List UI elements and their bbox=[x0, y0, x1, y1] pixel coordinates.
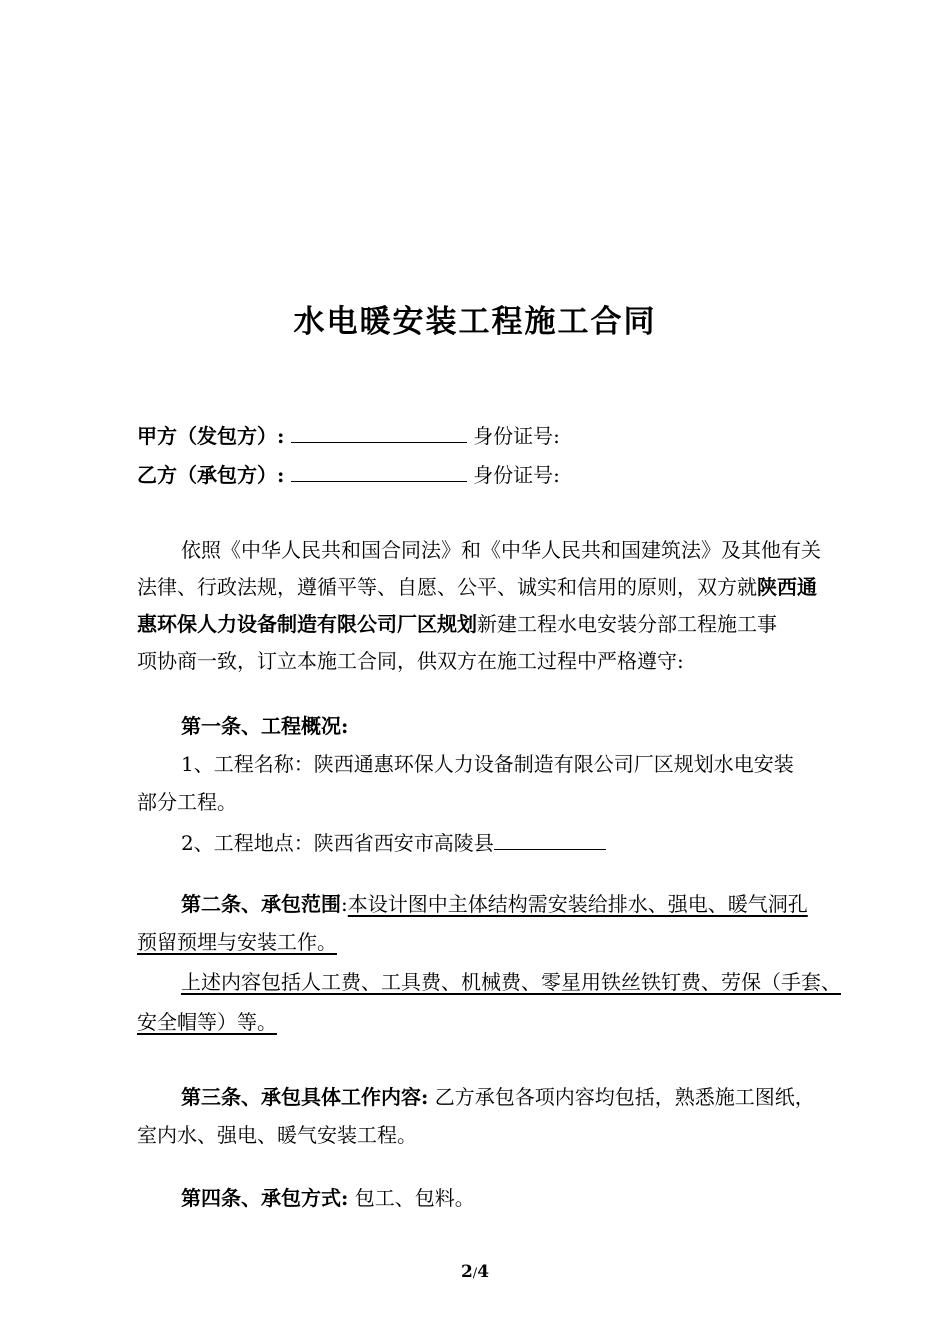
intro-line-1: 依照《中华人民共和国合同法》和《中华人民共和国建筑法》及其他有关 bbox=[181, 538, 821, 562]
article-2-line-2: 预留预埋与安装工作。 bbox=[137, 930, 337, 954]
article-2-scope-text: 本设计图中主体结构需安装给排水、强电、暖气洞孔 bbox=[347, 892, 808, 916]
party-a-id-label: 身份证号: bbox=[473, 424, 560, 448]
party-a-row bbox=[137, 422, 560, 448]
article-1-item-1-line-1: 1、工程名称：陕西通惠环保人力设备制造有限公司厂区规划水电安装 bbox=[181, 752, 794, 776]
page-separator: / bbox=[472, 1266, 478, 1281]
article-1-heading: 第一条、工程概况: bbox=[181, 714, 349, 738]
intro-line-4: 项协商一致，订立本施工合同，供双方在施工过程中严格遵守: bbox=[137, 649, 684, 673]
article-2-line-3: 上述内容包括人工费、工具费、机械费、零星用铁丝铁钉费、劳保（手套、 bbox=[181, 970, 841, 994]
article-2-colon: : bbox=[341, 892, 348, 916]
intro-line-3-bold: 惠环保人力设备制造有限公司厂区规划 bbox=[137, 612, 477, 636]
page-total: 4 bbox=[477, 1262, 490, 1282]
article-1-item-1-line-2: 部分工程。 bbox=[137, 790, 237, 814]
article-3-text: 乙方承包各项内容均包括，熟悉施工图纸， bbox=[434, 1085, 815, 1109]
article-3-line-1 bbox=[181, 1085, 815, 1109]
project-location: 2、工程地点：陕西省西安市高陵县 bbox=[181, 831, 494, 855]
article-1-item-2 bbox=[181, 829, 606, 855]
intro-line-3-text: 新建工程水电安装分部工程施工事 bbox=[477, 612, 777, 636]
article-2-heading: 第二条、承包范围 bbox=[181, 892, 341, 916]
page-number bbox=[0, 1262, 950, 1282]
party-b-label: 乙方（承包方）: bbox=[137, 463, 285, 487]
party-a-name-blank bbox=[291, 422, 467, 443]
article-2-line-4: 安全帽等）等。 bbox=[137, 1010, 277, 1034]
party-b-name-blank bbox=[291, 461, 467, 482]
party-b-row bbox=[137, 461, 560, 487]
location-blank bbox=[494, 829, 606, 850]
article-3-line-2: 室内水、强电、暖气安装工程。 bbox=[137, 1123, 417, 1147]
party-b-id-label: 身份证号: bbox=[473, 463, 560, 487]
page-current: 2 bbox=[460, 1262, 473, 1282]
article-4-line bbox=[181, 1186, 475, 1210]
article-3-heading: 第三条、承包具体工作内容: bbox=[181, 1085, 429, 1109]
intro-line-3 bbox=[137, 612, 777, 636]
article-2-line-1 bbox=[181, 892, 808, 916]
party-a-label: 甲方（发包方）: bbox=[137, 424, 285, 448]
intro-line-2 bbox=[137, 575, 817, 599]
intro-line-2-bold: 陕西通 bbox=[757, 575, 817, 599]
page-title: 水电暖安装工程施工合同 bbox=[293, 304, 657, 340]
article-4-heading: 第四条、承包方式: bbox=[181, 1186, 349, 1210]
intro-line-2-text: 法律、行政法规，遵循平等、自愿、公平、诚实和信用的原则，双方就 bbox=[137, 575, 757, 599]
article-4-text: 包工、包料。 bbox=[354, 1186, 475, 1210]
